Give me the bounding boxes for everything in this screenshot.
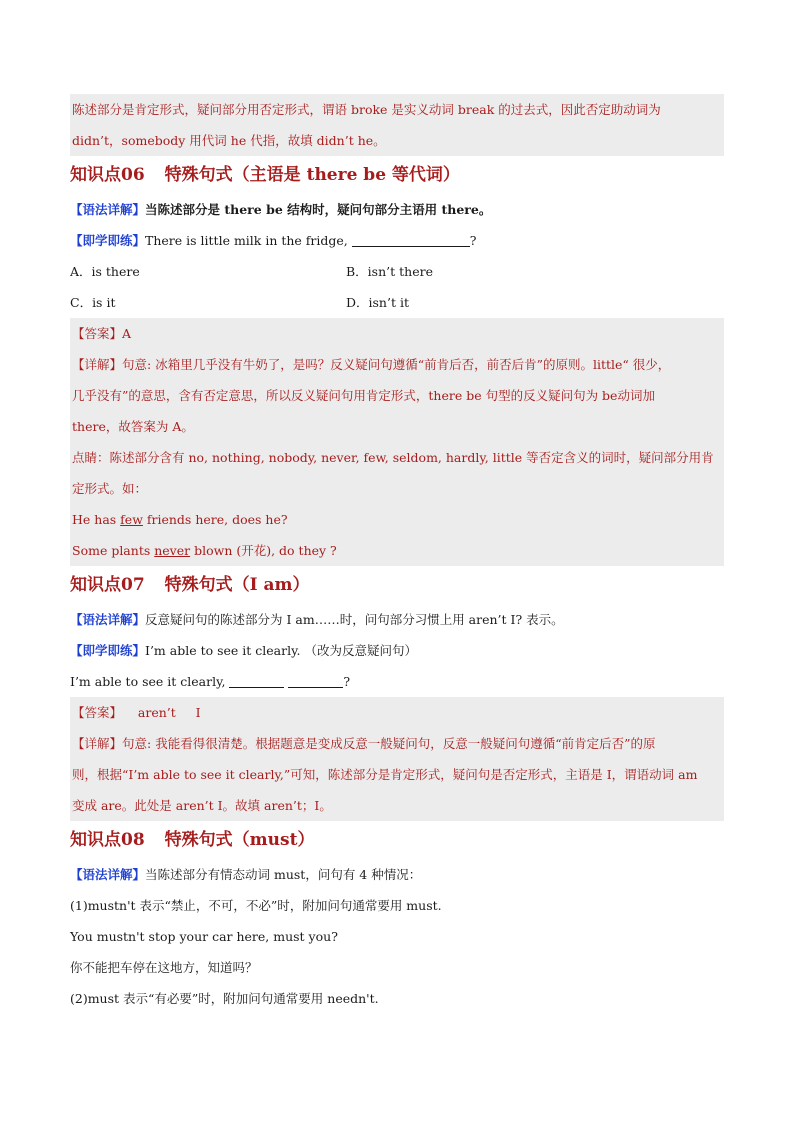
kp06-grammar-text: 当陈述部分是 there be 结构时，疑问句部分主语用 there。 — [145, 202, 492, 217]
kp07-practice — [70, 635, 724, 666]
answer-blank-2 — [288, 673, 343, 688]
kp06-heading — [70, 156, 724, 194]
kp06-practice-end: ? — [469, 233, 477, 248]
option-a: A．is there — [70, 264, 140, 279]
kp06-note-line-2: 定形式。如： — [72, 481, 148, 496]
kp07-question-text: I’m able to see it clearly, — [70, 674, 230, 689]
grammar-tag: 【语法详解】 — [70, 612, 146, 627]
kp06-heading-number: 知识点06 — [70, 165, 145, 185]
kp06-answer — [70, 318, 724, 349]
kp08-line-1: (1)mustn't 表示“禁止，不可，不必”时，附加问句通常要用 must. — [70, 898, 442, 913]
kp08-line-4: (2)must 表示“有必要”时，附加问句通常要用 needn't. — [70, 991, 379, 1006]
kp06-detail-line-2: 几乎没有”的意思，含有否定意思，所以反义疑问句用肯定形式，there be 句型的反义疑问句为 be动词加 — [72, 388, 655, 403]
kp07-answer — [70, 697, 724, 728]
kp06-answer-block — [70, 318, 724, 566]
kp07-question — [70, 666, 724, 697]
kp08-line-2: You mustn't stop your car here, must you? — [70, 929, 338, 944]
kp08-grammar — [70, 859, 724, 890]
answer-tag: 【答案】 — [72, 326, 123, 341]
detail-tag: 【详解】 — [72, 357, 123, 372]
kp06-practice-text: There is little milk in the fridge, — [145, 233, 352, 248]
kp06-answer-value: A — [122, 326, 132, 341]
kp07-grammar-text: 反意疑问句的陈述部分为 I am……时，问句部分习惯上用 aren’t I? 表示。 — [145, 612, 564, 627]
answer-tag: 【答案】 — [72, 705, 123, 720]
grammar-tag: 【语法详解】 — [70, 867, 146, 882]
kp06-options-row-1 — [70, 256, 724, 287]
kp06-heading-title: 特殊句式（主语是 there be 等代词） — [164, 165, 460, 185]
kp06-detail-line-1 — [70, 349, 724, 380]
kp07-grammar — [70, 604, 724, 635]
kp07-heading — [70, 566, 724, 604]
option-b: B．isn’t there — [346, 264, 433, 279]
kp07-detail-line-3: 变成 are。此处是 aren’t I。故填 aren’t；I。 — [72, 798, 332, 813]
kp07-answer-block — [70, 697, 724, 821]
kp06-example-2 — [70, 535, 724, 566]
kp06-note-line-1: 点睛：陈述部分含有 no, nothing, nobody, never, few, seldom, hardly, little 等否定含义的词时，疑问部分用肯 — [72, 450, 714, 465]
kp06-example-1 — [70, 504, 724, 535]
option-c: C．is it — [70, 295, 116, 310]
kp07-practice-text: I’m able to see it clearly. （改为反意疑问句） — [145, 643, 417, 658]
previous-detail-line-1: 陈述部分是肯定形式，疑问部分用否定形式，谓语 broke 是实义动词 break 的过去式，因此否定助动词为 — [72, 102, 661, 117]
example-1-start: He has — [72, 512, 121, 527]
option-d: D．isn’t it — [346, 295, 409, 310]
previous-detail-block — [70, 94, 724, 156]
practice-tag: 【即学即练】 — [70, 643, 146, 658]
kp06-grammar — [70, 194, 724, 225]
kp07-answer-value: aren’t I — [137, 705, 201, 720]
answer-blank — [352, 232, 470, 247]
kp08-grammar-text: 当陈述部分有情态动词 must，问句有 4 种情况： — [145, 867, 422, 882]
previous-detail-line-2: didn’t，somebody 用代词 he 代指，故填 didn’t he。 — [72, 133, 386, 148]
document-page — [70, 94, 724, 1014]
grammar-tag: 【语法详解】 — [70, 202, 146, 217]
kp08-heading-title: 特殊句式（must） — [164, 830, 315, 850]
example-2-start: Some plants — [72, 543, 155, 558]
kp07-heading-title: 特殊句式（I am） — [164, 575, 310, 595]
kp07-detail-line-2: 则，根据“I’m able to see it clearly,”可知，陈述部分是肯定形式，疑问句是否定形式，主语是 I，谓语动词 am — [72, 767, 698, 782]
kp07-question-end: ? — [343, 674, 351, 689]
kp08-heading — [70, 821, 724, 859]
kp07-detail-line-1 — [70, 728, 724, 759]
example-2-underlined: never — [154, 543, 191, 558]
kp08-line-3: 你不能把车停在这地方，知道吗？ — [70, 960, 258, 975]
kp06-detail-line-3: there，故答案为 A。 — [72, 419, 194, 434]
detail-tag: 【详解】 — [72, 736, 123, 751]
answer-blank-1 — [229, 673, 284, 688]
kp07-detail-text-1: 句意: 我能看得很清楚。根据题意是变成反意一般疑问句，反意一般疑问句遵循“前肯定后否”的原 — [122, 736, 656, 751]
kp08-heading-number: 知识点08 — [70, 830, 145, 850]
example-1-end: friends here, does he? — [142, 512, 288, 527]
practice-tag: 【即学即练】 — [70, 233, 146, 248]
example-1-underlined: few — [120, 512, 143, 527]
kp06-options-row-2 — [70, 287, 724, 318]
kp06-practice — [70, 225, 724, 256]
example-2-end: blown (开花), do they ? — [190, 543, 337, 558]
kp07-heading-number: 知识点07 — [70, 575, 145, 595]
kp06-detail-text-1: 句意: 冰箱里几乎没有牛奶了，是吗？反义疑问句遵循“前肯后否，前否后肯”的原则。little“ 很少， — [122, 357, 671, 372]
